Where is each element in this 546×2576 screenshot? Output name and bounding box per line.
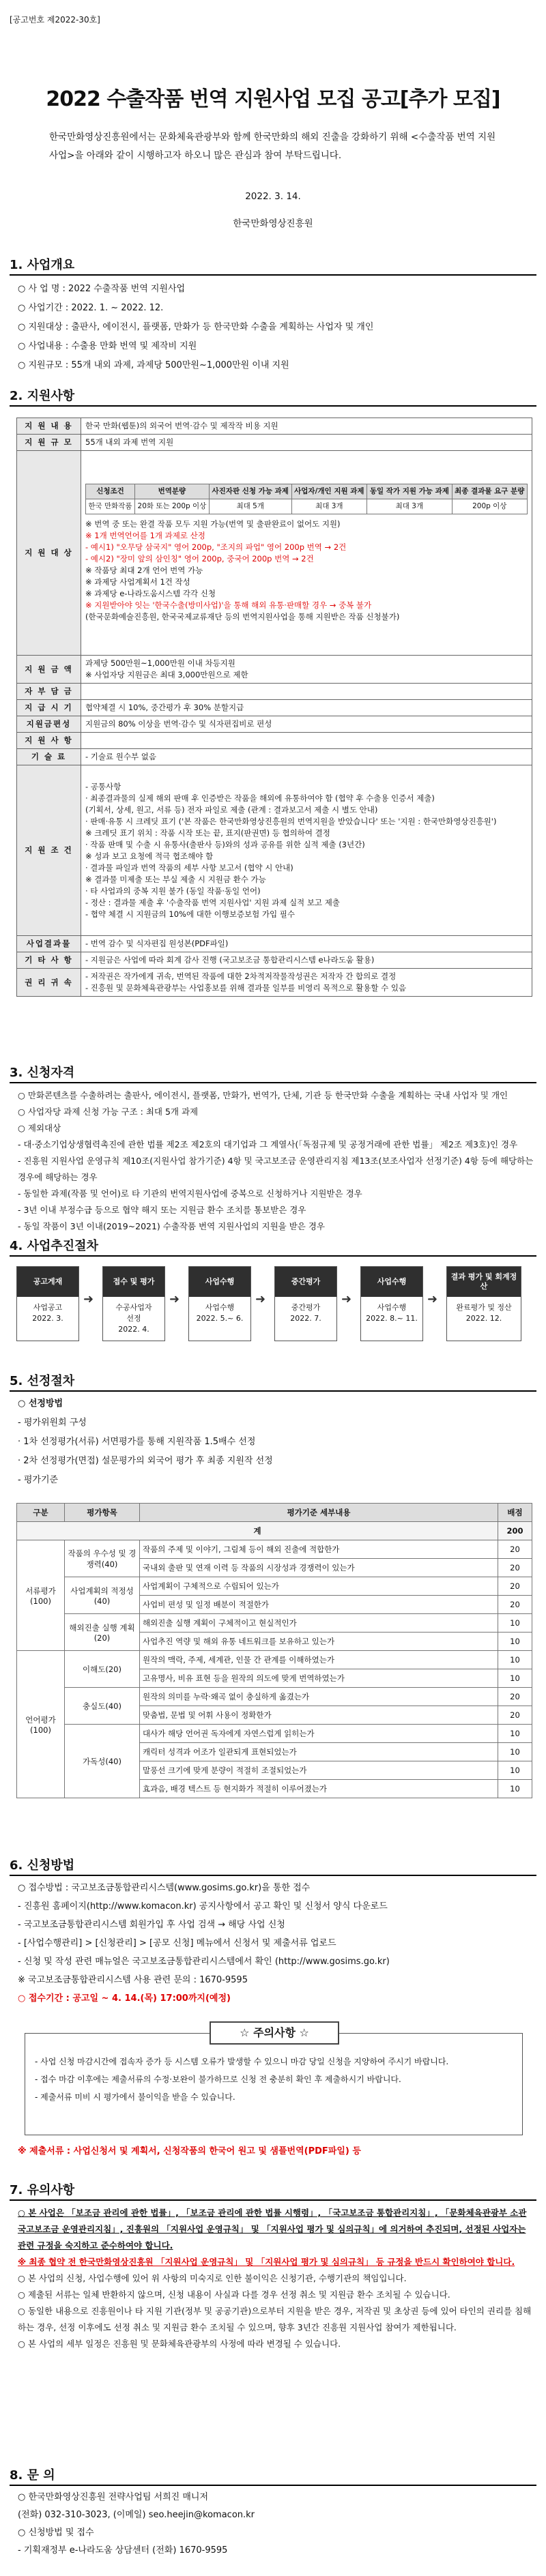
req-line: ※ 성과 보고 요청에 적극 협조해야 함	[85, 851, 214, 861]
list-item: ○ 본 사업은 「보조금 관리에 관한 법률」, 「보조금 관리에 관한 법률 시행령」, 「국고보조금 통합관리지침」, 「문화체육관광부 소관 국고보조금 운영관리지침」, 진흥원의 「지원사업 운영규칙」 및 「지원사업 평가 및 심의규칙」에 의거하여 추진되며, 선정된 사업자는 관련 규정을 숙지하고 준수하여야 합니다.	[18, 2208, 527, 2251]
table-header: 사업자/개인 지원 과제	[291, 484, 367, 499]
list-item: ○ 지원대상 : 출판사, 에이전시, 플랫폼, 만화가 등 한국만화 수출을 계획하는 사업자 및 개인	[18, 322, 374, 332]
process-step	[102, 1266, 165, 1341]
row-value: - 기술료 원수부 없음	[81, 749, 532, 765]
condition-table	[85, 484, 528, 514]
section-divider	[10, 274, 536, 276]
row-value: 55개 내외 과제 번역 지원	[81, 435, 532, 451]
section-7-list	[18, 2205, 532, 2352]
table-cell: 언어평가 (100)	[17, 1651, 65, 1798]
table-cell: 대사가 해당 언어권 독자에게 자연스럽게 읽히는가	[140, 1725, 498, 1743]
table-cell: 20	[498, 1688, 532, 1706]
section-divider	[10, 1082, 536, 1083]
table-cell: 사업추진 역량 및 해외 유통 네트워크를 보유하고 있는가	[140, 1633, 498, 1651]
table-cell: 최대 3개	[291, 499, 367, 514]
row-value: 협약체결 시 10%, 중간평가 후 30% 분할지급	[81, 700, 532, 716]
section-divider	[10, 1390, 536, 1392]
arrow-right-icon: ➜	[83, 1292, 94, 1306]
caution-line: - 제출서류 미비 시 평가에서 불이익을 받을 수 있습니다.	[35, 2092, 235, 2102]
list-item: ○ 지원규모 : 55개 내외 과제, 과제당 500만원~1,000만원 이내 지원	[18, 360, 289, 370]
section-1-list	[18, 280, 536, 375]
table-cell: 20	[498, 1596, 532, 1614]
table-header: 평가기준 세부내용	[140, 1504, 498, 1522]
row-value: - 번역 감수 및 식자편집 원성본(PDF파일)	[81, 936, 532, 952]
deadline-text: ○ 접수기간 : 공고일 ~ 4. 14.(목) 17:00까지(예정)	[18, 1993, 231, 2004]
table-cell: 작품의 우수성 및 경쟁력(40)	[65, 1540, 140, 1577]
row-value	[81, 765, 532, 936]
section-divider	[10, 1875, 536, 1876]
table-header: 번역분량	[134, 484, 209, 499]
table-cell: 10	[498, 1780, 532, 1798]
caution-title	[210, 2021, 339, 2045]
support-table	[16, 418, 532, 997]
table-cell: 10	[498, 1743, 532, 1761]
step-header: 결과 평가 및 회계정산	[447, 1267, 521, 1297]
arrow-right-icon: ➜	[255, 1292, 266, 1306]
list-item: ○ 사업자당 과제 신청 가능 구조 : 최대 5개 과제	[18, 1107, 199, 1117]
arrow-right-icon: ➜	[427, 1292, 438, 1306]
req-line: · 최종결과물의 실제 해외 판매 후 인증받은 작품을 해외에 유통하여야 함 (협약 후 수출용 인증서 제출)	[85, 793, 435, 803]
submission-docs-note: ※ 제출서류 : 사업신청서 및 계획서, 신청작품의 한국어 원고 및 샘플번역(PDF파일) 등	[18, 2146, 361, 2156]
intro-paragraph: 한국만화영상진흥원에서는 문화체육관광부와 함께 한국만화의 해외 진출을 강화하기 위해 <수출작품 번역 지원사업>을 아래와 같이 시행하고자 하오니 많은 관심과 참여 부탁드립니다.	[49, 132, 496, 161]
list-item: - 진흥원 지원사업 운영규칙 제10조(지원사업 참가기준) 4항 및 국고보조금 운영관리지침 제13조(보조사업자 선정기준) 4항 등에 해당하는 경우에 해당하는 경우	[18, 1156, 534, 1182]
step-body: 수공사업자 선정 2022. 4.	[115, 1303, 152, 1334]
table-cell: 효과음, 배경 텍스트 등 현지화가 적절히 이루어졌는가	[140, 1780, 498, 1798]
note-line: ※ 번역 중 또는 완결 작품 모두 지원 가능(번역 및 출판완료이 없어도 지원)	[85, 518, 341, 529]
table-cell: 고유명사, 비유 표현 등을 원작의 의도에 맞게 번역하였는가	[140, 1669, 498, 1688]
list-item: ○ 만화콘텐츠를 수출하려는 출판사, 에이전시, 플랫폼, 만화가, 번역가, 단체, 기관 등 한국만화 수출을 계획하는 국내 사업자 및 개인	[18, 1090, 508, 1100]
row-value: 지원금의 80% 이상을 번역·감수 및 식자편집비로 편성	[81, 716, 532, 733]
row-value	[81, 656, 532, 684]
list-item: ※ 국고보조금통합관리시스템 사용 관련 문의 : 1670-9595	[18, 1975, 248, 1985]
table-cell: 가독성(40)	[65, 1725, 140, 1798]
list-item: - 대·중소기업상생협력촉진에 관한 법률 제2조 제2호의 대기업과 그 계열사(「독점규제 및 공정거래에 관한 법률」 제2조 제3호)인 경우	[18, 1139, 518, 1150]
list-item: ○ 한국만화영상진흥원 전략사업팀 서희진 매니저	[18, 2492, 209, 2502]
total-score: 200	[498, 1522, 532, 1540]
list-item: - 동일한 과제(작품 및 언어)로 타 기관의 번역지원사업에 중복으로 신청하거나 지원받은 경우	[18, 1188, 362, 1199]
row-label: 권 리 귀 속	[17, 969, 81, 997]
table-cell: 10	[498, 1633, 532, 1651]
req-line: - 협약 체결 시 지원금의 10%에 대한 이행보증보험 가입 필수	[85, 909, 296, 919]
table-cell: 20	[498, 1577, 532, 1596]
list-item: ○ 사업내용 : 수출용 만화 번역 및 제작비 지원	[18, 341, 197, 351]
section-5-list	[18, 1394, 536, 1490]
section-8-list	[18, 2489, 536, 2560]
table-cell: 사업계획의 적정성(40)	[65, 1577, 140, 1614]
table-header: 배점	[498, 1504, 532, 1522]
table-cell: 10	[498, 1614, 532, 1633]
table-cell: 20화 또는 200p 이상	[134, 499, 209, 514]
rights-line: - 저작권은 작가에게 귀속, 번역된 작품에 대한 2차적저작물작성권은 저작자 간 합의로 결정	[85, 971, 397, 981]
note-line: ※ 지원받아야 잇는 '한국수출(방미사업)'을 통해 해외 유통·판매할 경우 → 중복 불가	[85, 600, 372, 610]
process-step	[16, 1266, 79, 1341]
list-item: - 기획재정부 e-나라도움 상담센터 (전화) 1670-9595	[18, 2545, 228, 2556]
section-6-title: 6. 신청방법	[10, 1858, 75, 1873]
organization-name: 한국만화영상진흥원	[233, 218, 313, 229]
list-item: ○ 동일한 내용으로 진흥원이나 타 지원 기관(정부 및 공공기관)으로부터 지원을 받은 경우, 저작권 및 초상권 등에 있어 타인의 권리를 침해하는 경우, 선정 이후에도 선정 취소 및 지원금 환수 조치될 수 있으며, 향후 3년간 진흥원 지원사업 참여가 제한됩니다.	[18, 2306, 532, 2332]
row-value: - 지원금은 사업에 따라 회계 감사 진행 (국고보조금 통합관리시스템 e나라도움 활용)	[81, 952, 532, 969]
req-line: · 타 사업과의 중복 지원 불가 (동일 작품·동일 언어)	[85, 886, 261, 896]
table-header: 최종 결과물 요구 분량	[452, 484, 527, 499]
step-body: 사업수행 2022. 8.~ 11.	[366, 1303, 418, 1323]
section-divider	[10, 2199, 536, 2201]
note-line: - 예시1) "오무당 삼국지" 영어 200p, "조지의 파업" 영어 200p 번역 → 2건	[85, 542, 347, 552]
note-line: ※ 1개 번역언어를 1개 과제로 산정	[85, 530, 205, 540]
arrow-right-icon: ➜	[169, 1292, 180, 1306]
list-item: - 평가위원회 구성	[18, 1418, 87, 1428]
caution-box	[25, 2026, 523, 2135]
row-label: 자 부 담 금	[17, 684, 81, 700]
section-7-title: 7. 유의사항	[10, 2183, 75, 2197]
table-header: 평가항목	[65, 1504, 140, 1522]
list-item: ○ 신청방법 및 접수	[18, 2528, 94, 2538]
caution-line: - 사업 신청 마감시간에 접속자 증가 등 시스템 오류가 발생할 수 있으니 마감 당일 신청을 지양하여 주시기 바랍니다.	[35, 2057, 449, 2066]
list-item: - 국고보조금통합관리시스템 회원가입 후 사업 검색 → 해당 사업 신청	[18, 1920, 285, 1930]
table-cell: 말풍선 크기에 맞게 분량이 적절히 조절되었는가	[140, 1761, 498, 1780]
table-cell: 한국 만화작품	[86, 499, 135, 514]
table-cell: 사업비 편성 및 일정 배분이 적절한가	[140, 1596, 498, 1614]
section-divider	[10, 2485, 536, 2486]
warning-icon: ☆	[240, 2026, 254, 2039]
step-body: 중간평가 2022. 7.	[290, 1303, 321, 1323]
table-cell: 200p 이상	[452, 499, 527, 514]
table-cell: 해외진출 실행 계획(20)	[65, 1614, 140, 1651]
table-cell: 10	[498, 1669, 532, 1688]
row-label: 지 원 규 모	[17, 435, 81, 451]
step-header: 공고게재	[17, 1267, 78, 1297]
table-cell: 국내외 출판 및 연재 이력 등 작품의 시장성과 경쟁력이 있는가	[140, 1559, 498, 1577]
row-value	[81, 969, 532, 997]
table-header: 사진자판 신청 가능 과제	[209, 484, 291, 499]
total-label: 계	[17, 1522, 498, 1540]
list-item: ○ 접수방법 : 국고보조금통합관리시스템(www.gosims.go.kr)을 통한 접수	[18, 1883, 311, 1893]
table-cell: 10	[498, 1761, 532, 1780]
row-value	[81, 684, 532, 700]
table-cell: 10	[498, 1725, 532, 1743]
req-line: · 결과물 파일과 번역 작품의 세부 사항 보고서 (협약 시 안내)	[85, 862, 293, 873]
table-cell: 충실도(40)	[65, 1688, 140, 1725]
step-header: 접수 및 평가	[103, 1267, 164, 1297]
process-step	[360, 1266, 423, 1341]
budget-line: 과제당 500만원~1,000만원 이내 차등지원	[85, 658, 235, 668]
table-header: 구분	[17, 1504, 65, 1522]
req-line: · 작품 판매 및 수출 시 유통사(출판사 등)와의 성과 공유를 위한 실적 제출 (3년간)	[85, 839, 365, 849]
step-header: 사업수행	[361, 1267, 422, 1297]
row-label: 지 원 금 액	[17, 656, 81, 684]
table-cell: 서류평가 (100)	[17, 1540, 65, 1651]
table-cell: 원작의 의미를 누락·왜곡 없이 충실하게 옮겼는가	[140, 1688, 498, 1706]
note-line: ※ 과제당 사업계획서 1건 작성	[85, 576, 190, 587]
list-item: (전화) 032-310-3023, (이메일) seo.heejin@komacon.kr	[18, 2510, 255, 2520]
table-cell: 최대 5개	[209, 499, 291, 514]
section-5-title: 5. 선정절차	[10, 1374, 75, 1388]
list-item: - [사업수행관리] > [신청관리] > [공모 신청] 메뉴에서 신청서 및 제출서류 업로드	[18, 1938, 336, 1948]
table-cell: 최대 3개	[367, 499, 452, 514]
announcement-date: 2022. 3. 14.	[245, 191, 301, 202]
list-item: - 평가기준	[18, 1475, 59, 1485]
step-body: 완료평가 및 정산 2022. 12.	[456, 1303, 512, 1323]
row-label: 지 원 조 건	[17, 765, 81, 936]
budget-line: ※ 사업자당 지원금은 최대 3,000만원으로 제한	[85, 670, 248, 679]
table-cell: 20	[498, 1540, 532, 1559]
list-item: - 동일 작품이 3년 이내(2019~2021) 수출작품 번역 지원사업의 지원을 받은 경우	[18, 1221, 325, 1231]
process-flow	[16, 1266, 532, 1348]
list-item: ○ 사 업 명 : 2022 수출작품 번역 지원사업	[18, 284, 186, 294]
note-line: ※ 작품당 최대 2개 언어 번역 가능	[85, 565, 203, 575]
rights-line: - 진흥원 및 문화체육관광부는 사업홍보를 위해 결과물 일부를 비영리 목적으로 활용할 수 있음	[85, 983, 407, 993]
section-4-title: 4. 사업추진절차	[10, 1239, 98, 1253]
list-item: ○ 제외대상	[18, 1123, 61, 1133]
list-item: ○ 사업기간 : 2022. 1. ~ 2022. 12.	[18, 303, 164, 313]
arrow-right-icon: ➜	[341, 1292, 352, 1306]
row-label: 지 급 시 기	[17, 700, 81, 716]
row-label: 지 원 내 용	[17, 418, 81, 435]
note-line: - 예시2) "장미 앞의 삼인칭" 영어 200p, 중국어 200p 번역 → 2건	[85, 553, 314, 564]
table-cell: 10	[498, 1651, 532, 1669]
notice-number: [공고번호 제2022-30호]	[10, 15, 100, 25]
list-item: ○ 선정방법	[18, 1399, 63, 1409]
row-label: 지원금편성	[17, 716, 81, 733]
row-value	[81, 451, 532, 656]
list-item: ○ 본 사업의 신청, 사업수행에 있어 위 사항의 미숙지로 인한 불이익은 신청기관, 수행기관의 책임입니다.	[18, 2273, 407, 2283]
row-label: 기 술 료	[17, 749, 81, 765]
note-line: ※ 과제당 e-나라도움시스템 각각 신청	[85, 588, 216, 598]
table-cell: 원작의 맥락, 주제, 세계관, 인물 간 관계를 이해하였는가	[140, 1651, 498, 1669]
section-6-list	[18, 1879, 536, 2008]
list-item: - 신청 및 작성 관련 매뉴얼은 국고보조금통합관리시스템에서 확인 (http://www.gosims.go.kr)	[18, 1957, 390, 1967]
condition-notes	[85, 518, 528, 623]
req-line: · 판매·유통 시 크레딧 표기 ('본 작품은 한국만화영상진흥원의 번역지원을 받았습니다' 또는 '지원 : 한국만화영상진흥원')	[85, 816, 497, 826]
table-cell: 사업계획이 구체적으로 수립되어 있는가	[140, 1577, 498, 1596]
list-item: ○ 제출된 서류는 일체 반환하지 않으며, 신청 내용이 사실과 다를 경우 선정 취소 및 지원금 환수 조치될 수 있습니다.	[18, 2289, 450, 2300]
caution-title-text: 주의사항	[253, 2026, 296, 2039]
warning-icon: ☆	[295, 2026, 309, 2039]
list-item: · 1차 선정평가(서류) 서면평가를 통해 지원작품 1.5배수 선정	[18, 1437, 256, 1447]
row-value	[81, 733, 532, 749]
req-line: - 정산 : 결과물 제출 후 '수출작품 번역 지원사업' 지원 과제 실적 보고 제출	[85, 897, 340, 907]
page-title: 2022 수출작품 번역 지원사업 모집 공고[추가 모집]	[46, 87, 500, 111]
req-line: ※ 크레딧 표기 위치 : 작품 시작 또는 끝, 표지(판권면) 등 협의하여 결정	[85, 828, 330, 838]
step-body: 사업수행 2022. 5.~ 6.	[196, 1303, 244, 1323]
list-item: - 3년 이내 부정수급 등으로 협약 해지 또는 지원금 환수 조치를 통보받은 경우	[18, 1205, 306, 1215]
section-2-title: 2. 지원사항	[10, 389, 75, 403]
process-step	[446, 1266, 521, 1341]
row-label: 사업결과물	[17, 936, 81, 952]
req-line: - 공통사항	[85, 781, 121, 791]
section-divider	[10, 405, 536, 407]
row-label: 지 원 사 항	[17, 733, 81, 749]
evaluation-table	[16, 1503, 532, 1798]
list-item: ※ 최종 협약 전 한국만화영상진흥원 「지원사업 운영규칙」 및 「지원사업 평가 및 심의규칙」 등 규정을 반드시 확인하여야 합니다.	[18, 2257, 515, 2267]
table-header: 동일 작가 지원 가능 과제	[367, 484, 452, 499]
section-3-title: 3. 신청자격	[10, 1066, 75, 1080]
table-cell: 이해도(20)	[65, 1651, 140, 1688]
note-line: (한국문화예술진흥원, 한국국제교류재단 등의 번역지원사업을 통해 지원받은 작품 신청불가)	[85, 611, 400, 621]
table-header: 신청조건	[86, 484, 135, 499]
caution-line: - 접수 마감 이후에는 제출서류의 수정·보완이 불가하므로 신청 전 충분히 확인 후 제출하시기 바랍니다.	[35, 2075, 401, 2084]
section-3-list	[18, 1087, 536, 1235]
section-1-title: 1. 사업개요	[10, 258, 75, 272]
section-8-title: 8. 문 의	[10, 2468, 55, 2483]
step-header: 사업수행	[189, 1267, 250, 1297]
table-cell: 작품의 주제 및 이야기, 그림체 등이 해외 진출에 적합한가	[140, 1540, 498, 1559]
process-step	[188, 1266, 251, 1341]
list-item: ○ 본 사업의 세부 일정은 진흥원 및 문화체육관광부의 사정에 따라 변경될 수 있습니다.	[18, 2339, 341, 2349]
process-step	[274, 1266, 337, 1341]
table-cell: 20	[498, 1706, 532, 1725]
table-cell: 해외진출 실행 계획이 구체적이고 현실적인가	[140, 1614, 498, 1633]
row-label: 지 원 대 상	[17, 451, 81, 656]
row-label: 기 타 사 항	[17, 952, 81, 969]
table-cell: 20	[498, 1559, 532, 1577]
req-line: ※ 결과물 미제출 또는 부실 제출 시 지원금 환수 가능	[85, 874, 266, 884]
caution-body	[35, 2053, 513, 2106]
table-cell: 캐릭터 성격과 어조가 일관되게 표현되었는가	[140, 1743, 498, 1761]
step-header: 중간평가	[275, 1267, 336, 1297]
table-cell: 맞춤법, 문법 및 어휘 사용이 정확한가	[140, 1706, 498, 1725]
section-divider	[10, 1255, 536, 1257]
list-item: - 진흥원 홈페이지(http://www.komacon.kr) 공지사항에서 공고 확인 및 신청서 양식 다운로드	[18, 1901, 388, 1912]
req-line: (기획서, 상세, 원고, 서류 등) 전자 파일로 제출 (관계 : 결과보고서 제출 시 별도 안내)	[85, 804, 378, 815]
row-value: 한국 만화(웹툰)의 외국어 번역·감수 및 제작작 비용 지원	[81, 418, 532, 435]
step-body: 사업공고 2022. 3.	[32, 1303, 63, 1323]
list-item: · 2차 선정평가(면접) 설문평가의 외국어 평가 후 최종 지원작 선정	[18, 1456, 273, 1466]
